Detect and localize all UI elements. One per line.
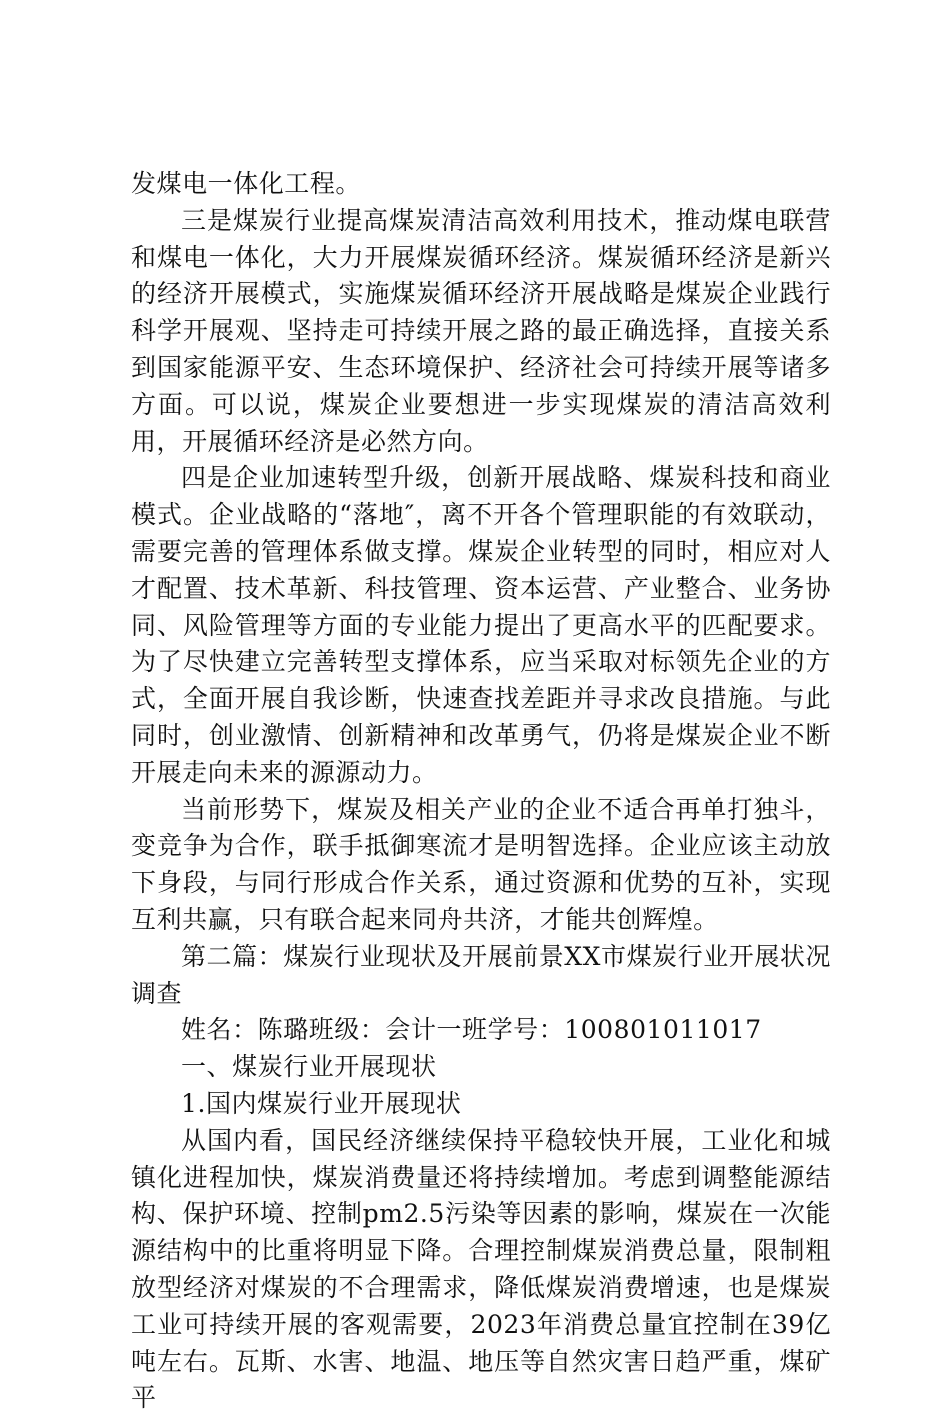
heading-section-one: 一、煤炭行业开展现状 [181, 1052, 437, 1082]
author-info-line: 姓名：陈璐班级：会计一班学号：100801011017 [181, 1015, 762, 1045]
paragraph-domestic-status: 从国内看，国民经济继续保持平稳较快开展，工业化和城镇化进程加快，煤炭消费量还将持续增加。考虑到调整能源结构、保护环境、控制pm2.5污染等因素的影响，煤炭在一次能源结构中的比重将明显下降。合理控制煤炭消费总量，限制粗放型经济对煤炭的不合理需求，降低煤炭消费增速，也是煤炭工业可持续开展的客观需要，2023年消费总量宜控制在39亿吨左右。瓦斯、水害、地温、地压等自然灾害日趋严重，煤矿平 [131, 1125, 831, 1413]
paragraph-continuation: 发煤电一体化工程。 [131, 169, 361, 198]
section-title-part-two: 第二篇：煤炭行业现状及开展前景XX市煤炭行业开展状况调查 [131, 941, 831, 1008]
paragraph-conclusion: 当前形势下，煤炭及相关产业的企业不适合再单打独斗，变竞争为合作，联手抵御寒流才是明智选择。企业应该主动放下身段，与同行形成合作关系，通过资源和优势的互补，实现互利共赢，只有联合起来同舟共济，才能共创辉煌。 [131, 794, 831, 934]
heading-subsection-one: 1.国内煤炭行业开展现状 [181, 1088, 462, 1118]
paragraph-point-three: 三是煤炭行业提高煤炭清洁高效利用技术，推动煤电联营和煤电一体化，大力开展煤炭循环经济。煤炭循环经济是新兴的经济开展模式，实施煤炭循环经济开展战略是煤炭企业践行科学开展观、坚持走可持续开展之路的最正确选择，直接关系到国家能源平安、生态环境保护、经济社会可持续开展等诸多方面。可以说，煤炭企业要想进一步实现煤炭的清洁高效利用，开展循环经济是必然方向。 [131, 205, 831, 456]
document-body [131, 166, 831, 1417]
paragraph-point-four: 四是企业加速转型升级，创新开展战略、煤炭科技和商业模式。企业战略的“落地″，离不开各个管理职能的有效联动，需要完善的管理体系做支撑。煤炭企业转型的同时，相应对人才配置、技术革新、科技管理、资本运营、产业整合、业务协同、风险管理等方面的专业能力提出了更高水平的匹配要求。为了尽快建立完善转型支撑体系，应当采取对标领先企业的方式，全面开展自我诊断，快速查找差距并寻求改良措施。与此同时，创业激情、创新精神和改革勇气，仍将是煤炭企业不断开展走向未来的源源动力。 [131, 463, 831, 787]
